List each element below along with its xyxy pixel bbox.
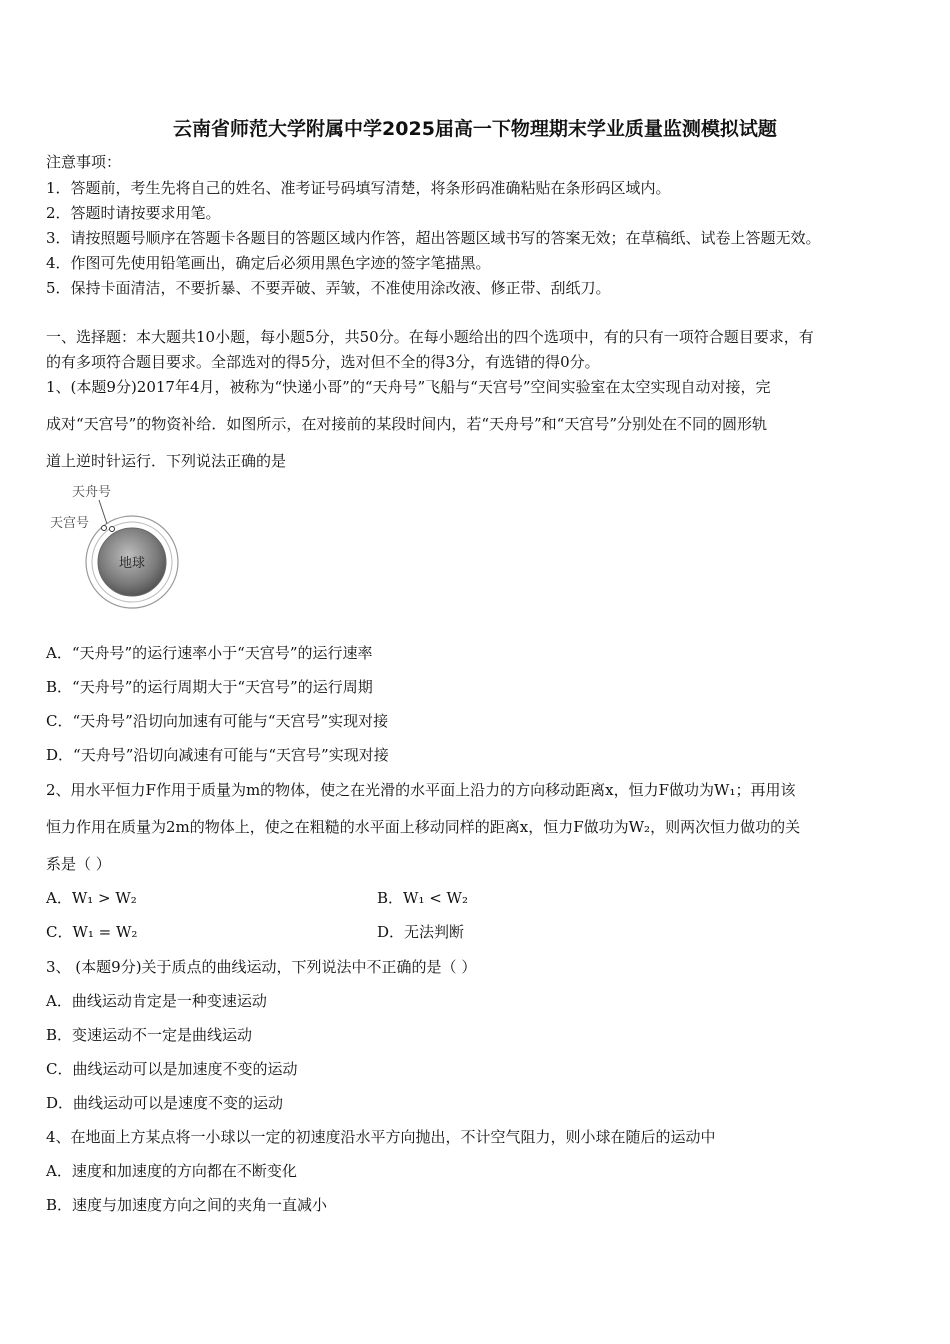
- q1-option-b: B．“天舟号”的运行周期大于“天宫号”的运行周期: [46, 678, 373, 696]
- q2-option-a: A．W₁ > W₂: [46, 889, 137, 907]
- q1-option-d: D．“天舟号”沿切向减速有可能与“天宫号”实现对接: [46, 746, 389, 764]
- q4-option-a: A．速度和加速度的方向都在不断变化: [46, 1162, 297, 1180]
- tianzhou-label: 天舟号: [72, 485, 112, 500]
- q3-option-b: B．变速运动不一定是曲线运动: [46, 1026, 253, 1044]
- notice-heading: 注意事项：: [46, 153, 122, 171]
- q3-stem: 3、 (本题9分)关于质点的曲线运动，下列说法中不正确的是（ ）: [46, 958, 477, 976]
- notice-item: 2．答题时请按要求用笔。: [46, 204, 221, 222]
- q1-stem: 成对“天宫号”的物资补给．如图所示，在对接前的某段时间内，若“天舟号”和“天宫号”分别处在不同的圆形轨: [46, 415, 768, 433]
- notice-item: 4．作图可先使用铅笔画出，确定后必须用黑色字迹的签字笔描黑。: [46, 254, 491, 272]
- q2-option-d: D．无法判断: [377, 923, 465, 941]
- notice-item: 1．答题前，考生先将自己的姓名、准考证号码填写清楚，将条形码准确粘贴在条形码区域内。: [46, 179, 671, 197]
- q2-stem: 系是（ ）: [46, 855, 111, 873]
- q1-option-a: A．“天舟号”的运行速率小于“天宫号”的运行速率: [46, 644, 373, 662]
- section-intro: 的有多项符合题目要求。全部选对的得5分，选对但不全的得3分，有选错的得0分。: [46, 353, 600, 371]
- q4-option-b: B．速度与加速度方向之间的夹角一直减小: [46, 1196, 328, 1214]
- orbit-diagram: [46, 480, 186, 622]
- q1-option-c: C．“天舟号”沿切向加速有可能与“天宫号”实现对接: [46, 712, 389, 730]
- tiangong-label: 天宫号: [50, 516, 90, 531]
- section-intro: 一、选择题：本大题共10小题，每小题5分，共50分。在每小题给出的四个选项中，有的只有一项符合题目要求，有: [46, 328, 814, 346]
- notice-item: 5．保持卡面清洁，不要折暴、不要弄破、弄皱，不准使用涂改液、修正带、刮纸刀。: [46, 279, 611, 297]
- q4-stem: 4、在地面上方某点将一小球以一定的初速度沿水平方向抛出，不计空气阻力，则小球在随后的运动中: [46, 1128, 716, 1146]
- q2-option-c: C．W₁ = W₂: [46, 923, 138, 941]
- page-title: 云南省师范大学附属中学2025届高一下物理期末学业质量监测模拟试题: [173, 118, 777, 140]
- q2-stem: 2、用水平恒力F作用于质量为m的物体，使之在光滑的水平面上沿力的方向移动距离x，恒力F做功为W₁；再用该: [46, 781, 796, 799]
- q3-option-a: A．曲线运动肯定是一种变速运动: [46, 992, 267, 1010]
- tiangong-dot: [110, 527, 115, 532]
- q3-option-d: D．曲线运动可以是速度不变的运动: [46, 1094, 284, 1112]
- q2-option-b: B．W₁ < W₂: [377, 889, 468, 907]
- q2-stem: 恒力作用在质量为2m的物体上，使之在粗糙的水平面上移动同样的距离x，恒力F做功为W₂，则两次恒力做功的关: [46, 818, 801, 836]
- tianzhou-dot: [102, 526, 107, 531]
- q1-stem: 1、(本题9分)2017年4月，被称为“快递小哥”的“天舟号”飞船与“天宫号”空间实验室在太空实现自动对接，完: [46, 378, 771, 396]
- q3-option-c: C．曲线运动可以是加速度不变的运动: [46, 1060, 298, 1078]
- earth-label: 地球: [118, 556, 146, 571]
- q1-stem: 道上逆时针运行．下列说法正确的是: [46, 452, 287, 470]
- notice-item: 3．请按照题号顺序在答题卡各题目的答题区域内作答，超出答题区域书写的答案无效；在草稿纸、试卷上答题无效。: [46, 229, 821, 247]
